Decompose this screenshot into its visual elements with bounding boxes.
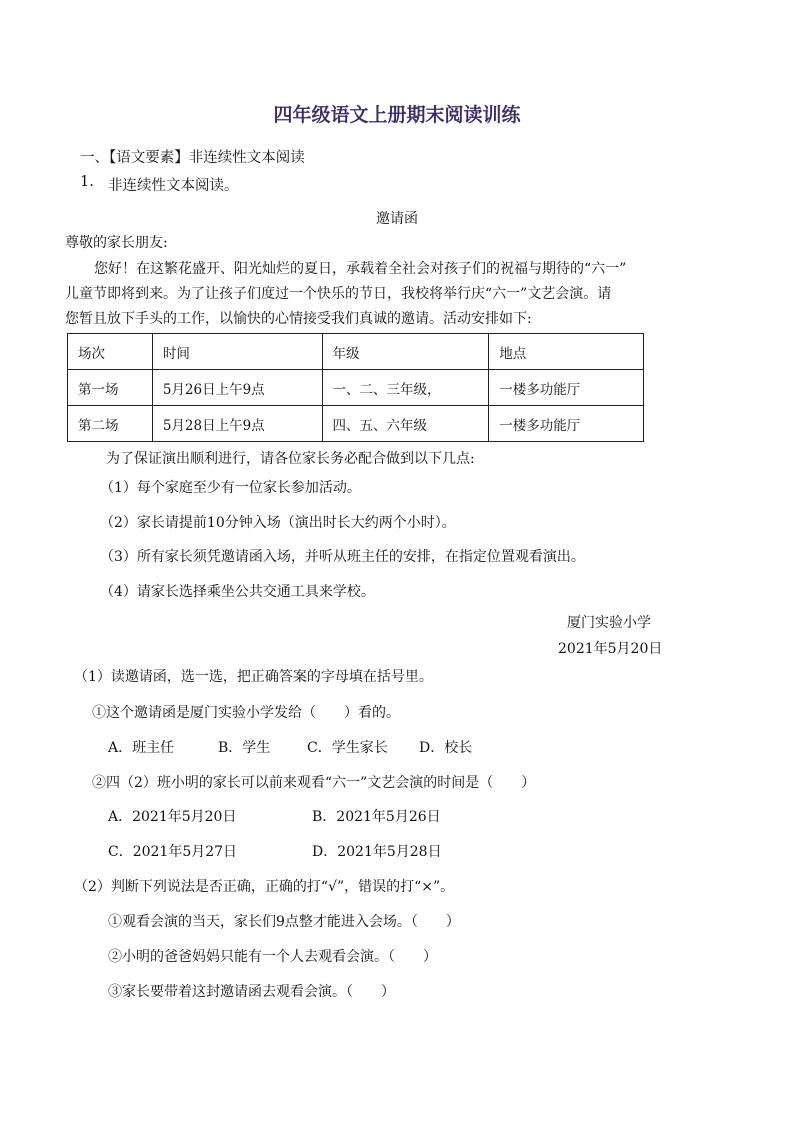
q2-item: ③家长要带着这封邀请函去观看会演。（ ） [108,984,395,1000]
letter-paragraph-line-3: 您暂且放下手头的工作，以愉快的心情接受我们真诚的邀请。活动安排如下: [65,311,532,327]
section-heading: 一、【语文要素】非连续性文本阅读 [80,150,305,166]
q1-stem: （1）读邀请函，选一选，把正确答案的字母填在括号里。 [74,669,433,685]
table-row [68,370,644,406]
table-header-cell: 时间 [152,334,322,370]
table-header-row [68,334,644,370]
q2-stem: （2）判断下列说法是否正确，正确的打“√”，错误的打“×”。 [74,879,455,895]
table-row [68,406,644,442]
q1-sub1: ①这个邀请函是厦门实验小学发给（ ）看的。 [92,705,400,721]
q1-sub1-option-c: C．学生家长 [307,740,388,756]
letter-salutation: 尊敬的家长朋友: [65,235,168,251]
q1-sub2-option-d: D．2021年5月28日 [312,844,442,860]
q2-item: ①观看会演的当天，家长们9点整才能进入会场。（ ） [108,914,460,930]
page-title: 四年级语文上册期末阅读训练 [273,104,521,126]
table-header-cell: 地点 [489,334,644,370]
question-text: 非连续性文本阅读。 [108,178,239,194]
letter-signature: 厦门实验小学 [567,615,651,631]
table-cell: 第一场 [68,370,153,406]
letter-title: 邀请函 [376,211,418,227]
letter-paragraph-line-1: 您好！在这繁花盛开、阳光灿烂的夏日，承载着全社会对孩子们的祝福与期待的“六一” [94,261,627,277]
q1-sub2: ②四（2）班小明的家长可以前来观看“六一”文艺会演的时间是（ ） [92,775,536,791]
q1-sub2-option-c: C．2021年5月27日 [108,844,238,860]
question-number: 1. [80,174,94,190]
table-cell: 5月26日上午9点 [152,370,322,406]
q1-sub2-option-a: A．2021年5月20日 [108,809,237,825]
q1-sub2-option-b: B．2021年5月26日 [312,809,441,825]
letter-date: 2021年5月20日 [558,641,663,657]
table-cell: 5月28日上午9点 [152,406,322,442]
table-cell: 第二场 [68,406,153,442]
table-cell: 四、五、六年级 [322,406,489,442]
table-header-cell: 年级 [322,334,489,370]
notice-item: （2）家长请提前10分钟入场（演出时长大约两个小时）。 [100,515,456,531]
table-cell: 一楼多功能厅 [489,370,644,406]
notice-item: （4）请家长选择乘坐公共交通工具来学校。 [100,584,375,600]
q2-item: ②小明的爸爸妈妈只能有一个人去观看会演。（ ） [108,949,437,965]
table-cell: 一楼多功能厅 [489,406,644,442]
letter-paragraph-line-2: 儿童节即将到来。为了让孩子们度过一个快乐的节日，我校将举行庆“六一”文艺会演。请 [65,286,612,302]
notice-item: （1）每个家庭至少有一位家长参加活动。 [100,480,361,496]
q1-sub1-option-d: D．校长 [419,740,473,756]
notice-item: （3）所有家长须凭邀请函入场，并听从班主任的安排，在指定位置观看演出。 [100,549,585,565]
table-cell: 一、二、三年级， [322,370,489,406]
q1-sub1-option-b: B．学生 [218,740,271,756]
notice-intro: 为了保证演出顺利进行，请各位家长务必配合做到以下几点: [106,451,475,467]
q1-sub1-option-a: A．班主任 [108,740,175,756]
schedule-table [67,333,644,442]
table-header-cell: 场次 [68,334,153,370]
